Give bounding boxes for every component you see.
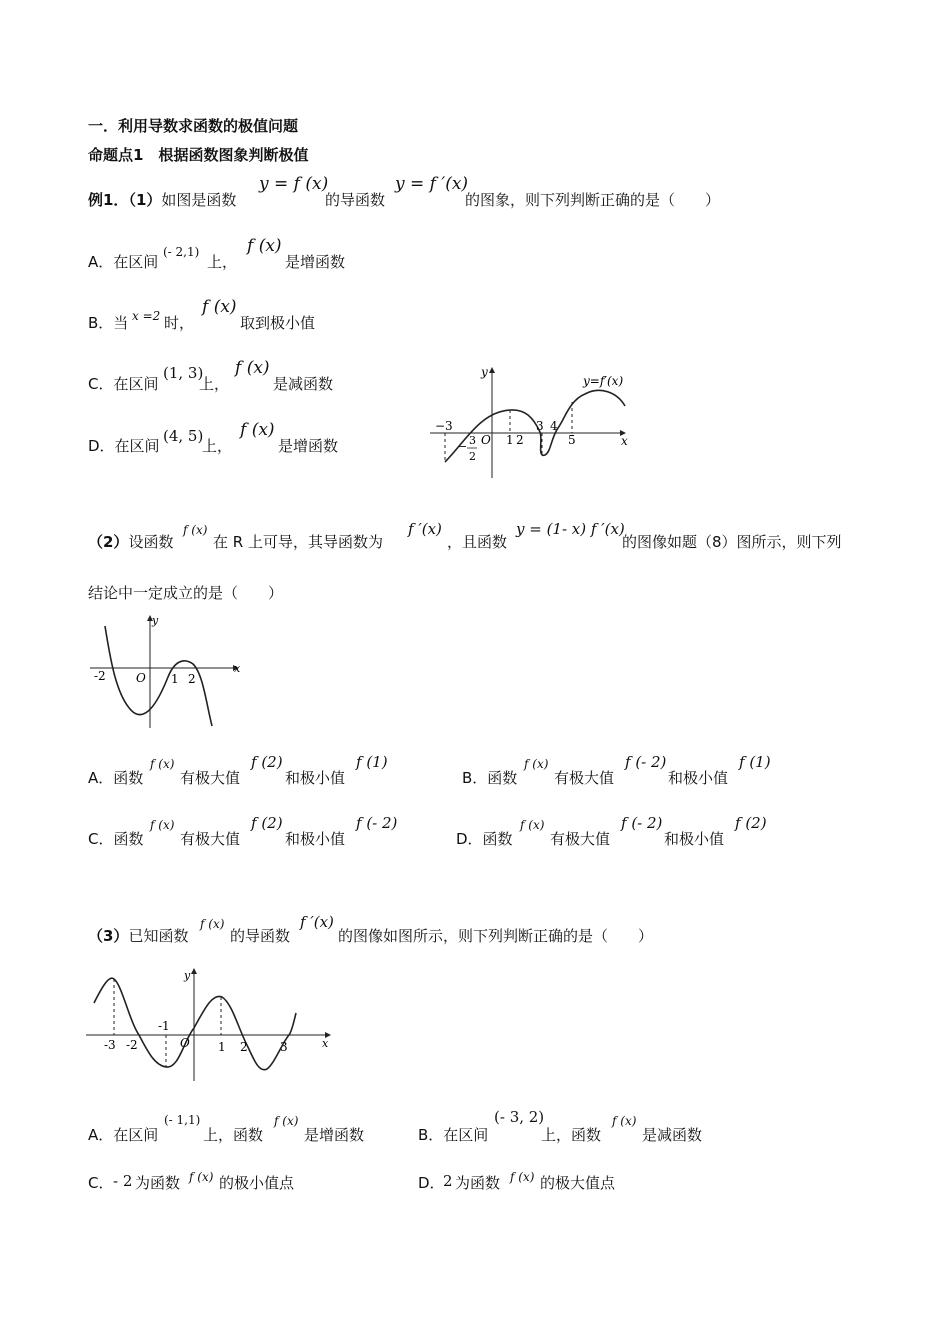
x-axis-label: x <box>621 434 628 448</box>
origin-label: O <box>481 433 491 447</box>
ex2-option-a-math-1: f (x) <box>150 757 175 771</box>
ex1-math-1: y = f (x) <box>259 174 329 194</box>
ex2-option-b-math-1: f (x) <box>524 757 549 771</box>
ex2-text-3: ，且函数 <box>447 533 508 551</box>
tick-1: 1 <box>218 1040 226 1054</box>
ex3-text-3: 的图像如图所示，则下列判断正确的是（ ） <box>338 927 654 945</box>
ex1-text-2: 的导函数 <box>325 191 386 209</box>
ex1-stem-a <box>88 190 236 210</box>
x-axis-label: x <box>322 1037 329 1050</box>
tick-3: 3 <box>280 1040 288 1054</box>
ex1-option-b-math-1: x =2 <box>132 309 161 323</box>
ex1-option-b-pre: B．当 <box>88 314 129 332</box>
curve <box>105 626 212 726</box>
ex2-option-c-math-2: f (2) <box>251 814 283 832</box>
ex2-option-b-math-2: f (- 2) <box>625 753 667 771</box>
ex3-option-c-post: 的极小值点 <box>219 1174 295 1192</box>
ex3-option-c-math-1: - 2 <box>113 1172 133 1190</box>
ex1-option-c-pre: C．在区间 <box>88 375 159 393</box>
tick-1: 1 <box>171 672 179 686</box>
ex2-option-c-math-1: f (x) <box>150 818 175 832</box>
ex1-option-b-mid: 时， <box>164 314 195 332</box>
ex3-option-b-math-2: f (x) <box>612 1114 637 1128</box>
ex2-text-1: 设函数 <box>128 533 174 551</box>
tick-2: 2 <box>240 1040 248 1054</box>
ex3-option-b-post: 是减函数 <box>642 1126 703 1144</box>
ex1-option-c-mid: 上， <box>199 375 230 393</box>
ex1-text-3: 的图象，则下列判断正确的是（ ） <box>465 191 721 209</box>
ex2-text-2: 在 R 上可导，其导函数为 <box>213 533 383 551</box>
ex1-option-c-post: 是减函数 <box>273 375 334 393</box>
ex2-option-c-math-3: f (- 2) <box>356 814 398 832</box>
ex1-text-1: 如图是函数 <box>161 191 237 209</box>
subsection-heading: 命题点1 根据函数图象判断极值 <box>88 146 309 164</box>
ex2-math-1: f (x) <box>183 523 208 537</box>
ex2-option-a-mid: 有极大值 <box>180 769 241 787</box>
ex2-stem-a <box>88 532 173 552</box>
ex2-option-b-mid: 有极大值 <box>554 769 615 787</box>
ex3-option-d-post: 的极大值点 <box>540 1174 616 1192</box>
ex1-math-2: y = f ′(x) <box>395 174 469 194</box>
ex1-option-d-pre: D．在区间 <box>88 437 160 455</box>
tick-neg2: -2 <box>126 1038 138 1052</box>
ex1-option-a-math-2: f (x) <box>247 236 282 256</box>
ex1-option-d-mid: 上， <box>202 437 233 455</box>
ex2-option-c-pre: C．函数 <box>88 830 144 848</box>
ex2-text-5: 结论中一定成立的是（ ） <box>88 584 284 602</box>
tick-3: 3 <box>536 419 544 433</box>
tick-neg3: -3 <box>104 1038 116 1052</box>
ex1-label: 例1． <box>88 191 129 209</box>
ex2-option-d-math-2: f (- 2) <box>621 814 663 832</box>
tick-1: 1 <box>506 433 514 447</box>
tick-frac-den: 2 <box>469 450 476 463</box>
ex2-option-d-mid2: 和极小值 <box>664 830 725 848</box>
ex3-math-2: f ′(x) <box>300 913 334 931</box>
derivative-curve <box>94 978 296 1070</box>
ex1-option-d-math-2: f (x) <box>240 420 275 440</box>
ex1-option-c-math-2: f (x) <box>235 358 270 378</box>
ex1-option-b-post: 取到极小值 <box>240 314 316 332</box>
ex1-part: （1） <box>128 191 162 209</box>
ex1-option-d-math-1: (4, 5) <box>163 427 204 445</box>
tick-4: 4 <box>550 419 558 433</box>
ex2-option-a-pre: A．函数 <box>88 769 144 787</box>
ex3-option-c-mid: 为函数 <box>135 1174 181 1192</box>
ex3-text-2: 的导函数 <box>230 927 291 945</box>
ex3-text-1: 已知函数 <box>128 927 189 945</box>
ex2-option-d-math-1: f (x) <box>520 818 545 832</box>
ex3-option-d-mid: 为函数 <box>455 1174 501 1192</box>
ex1-option-b-math-2: f (x) <box>202 297 237 317</box>
ex3-math-1: f (x) <box>200 917 225 931</box>
origin-label: O <box>136 671 146 685</box>
ex3-option-c-math-2: f (x) <box>189 1170 214 1184</box>
ex3-option-a-math-1: (- 1,1) <box>164 1113 201 1127</box>
origin-label: O <box>180 1036 190 1050</box>
ex2-option-b-pre: B．函数 <box>462 769 518 787</box>
ex3-stem-a <box>88 926 188 946</box>
section-heading: 一．利用导数求函数的极值问题 <box>88 117 299 135</box>
ex2-option-a-math-2: f (2) <box>251 753 283 771</box>
ex2-option-a-math-3: f (1) <box>356 753 388 771</box>
ex3-option-b-mid: 上，函数 <box>541 1126 602 1144</box>
x-axis-label: x <box>234 662 241 675</box>
ex3-option-a-post: 是增函数 <box>304 1126 365 1144</box>
ex3-option-b-math-1: (- 3, 2) <box>494 1108 545 1126</box>
ex3-option-a-mid: 上，函数 <box>203 1126 264 1144</box>
ex2-option-d-mid: 有极大值 <box>550 830 611 848</box>
ex2-math-2: f ′(x) <box>408 520 442 538</box>
ex2-math-3: y = (1- x) f ′(x) <box>516 520 625 538</box>
ex3-option-d-pre: D． <box>418 1174 445 1192</box>
tick-2: 2 <box>188 672 196 686</box>
ex1-option-d-post: 是增函数 <box>278 437 339 455</box>
ex2-option-b-math-3: f (1) <box>739 753 771 771</box>
ex2-option-c-mid2: 和极小值 <box>285 830 346 848</box>
ex2-option-a-mid2: 和极小值 <box>285 769 346 787</box>
ex3-option-a-pre: A．在区间 <box>88 1126 159 1144</box>
ex3-option-c-pre: C． <box>88 1174 114 1192</box>
y-axis-label: y <box>481 365 488 379</box>
ex2-part: （2） <box>88 533 129 551</box>
ex1-option-a-math-1: (- 2,1) <box>163 245 200 259</box>
ex1-option-a-post: 是增函数 <box>285 253 346 271</box>
tick-neg1: -1 <box>158 1019 170 1033</box>
ex3-graph <box>84 965 334 1085</box>
tick-5: 5 <box>568 433 576 447</box>
ex3-option-b-pre: B．在区间 <box>418 1126 489 1144</box>
ex2-text-4: 的图像如题（8）图所示，则下列 <box>622 533 842 551</box>
tick-frac-num: 3 <box>469 434 476 447</box>
ex3-part: （3） <box>88 927 129 945</box>
ex2-option-c-mid: 有极大值 <box>180 830 241 848</box>
ex2-option-d-pre: D．函数 <box>456 830 513 848</box>
tick-2: 2 <box>516 433 524 447</box>
ex2-graph <box>88 612 248 732</box>
ex1-option-c-math-1: (1, 3) <box>163 364 204 382</box>
ex2-option-b-mid2: 和极小值 <box>668 769 729 787</box>
ex1-option-a-pre: A．在区间 <box>88 253 159 271</box>
ex1-option-a-mid: 上， <box>207 253 238 271</box>
ex3-option-a-math-2: f (x) <box>274 1114 299 1128</box>
ex2-option-d-math-3: f (2) <box>735 814 767 832</box>
tick-neg-sign: − <box>458 440 468 453</box>
curve-label: y=f′(x) <box>583 374 624 388</box>
ex3-option-d-math-2: f (x) <box>510 1170 535 1184</box>
y-axis-label: y <box>184 969 191 982</box>
tick-neg3: −3 <box>435 419 453 433</box>
ex3-option-d-math-1: 2 <box>443 1172 453 1190</box>
ex1-derivative-graph <box>425 362 640 482</box>
y-axis-label: y <box>152 614 159 627</box>
tick-neg2: -2 <box>94 669 106 683</box>
